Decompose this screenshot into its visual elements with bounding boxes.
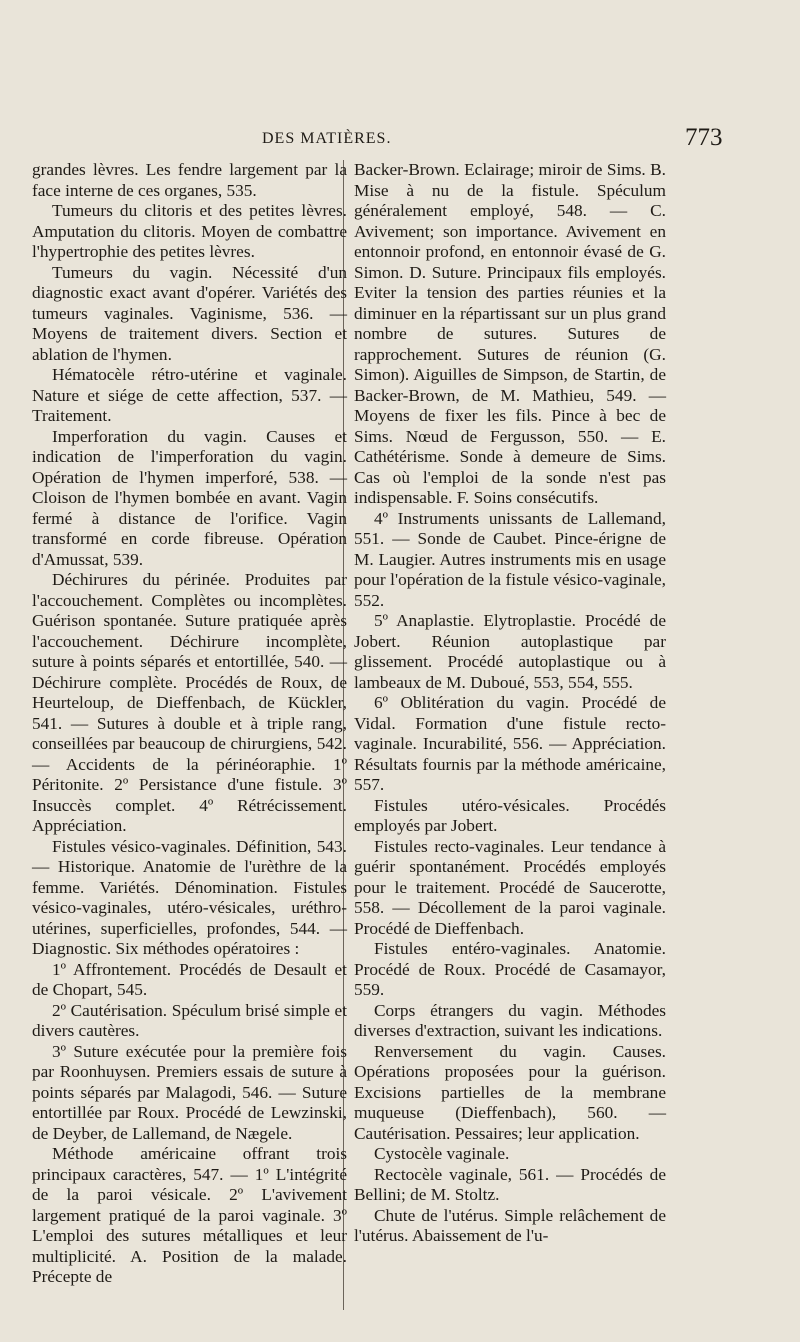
paragraph: Imperforation du vagin. Causes et indication de l'imperforation du vagin. Opération de l'hymen imperforé, 538. — Cloison de l'hymen bombée en avant. Vagin fermé à distance de l'orifice. Vagin transformé en corde fibreuse. Opération d'Amussat, 539.	[32, 426, 347, 569]
paragraph: Méthode américaine offrant trois principaux caractères, 547. — 1º L'intégrité de la paroi vésicale. 2º L'avivement largement pratiqué de la paroi vaginale. 3º L'emploi des sutures métalliques et leur multiplicité. A. Position de la malade. Précepte de	[32, 1144, 347, 1286]
paragraph: Tumeurs du clitoris et des petites lèvres. Amputation du clitoris. Moyen de combattre l'hypertrophie des petites lèvres.	[32, 201, 347, 261]
page-header	[0, 124, 800, 152]
paragraph: Tumeurs du vagin. Nécessité d'un diagnostic exact avant d'opérer. Variétés des tumeurs vaginales. Vaginisme, 536. — Moyens de traitement divers. Section et ablation de l'hymen.	[32, 262, 347, 364]
paragraph: 2º Cautérisation. Spéculum brisé simple et divers cautères.	[32, 1000, 347, 1040]
paragraph: Cystocèle vaginale.	[374, 1144, 510, 1163]
paragraph: Backer-Brown. Eclairage; miroir de Sims. B. Mise à nu de la fistule. Spéculum généralement employé, 548. — C. Avivement; son importance. Avivement en entonnoir profond, en entonnoir évasé de G. Simon. D. Suture. Principaux fils employés. Eviter la tension des parties réunies et la diminuer en la répartissant sur un plus grand nombre de sutures. Sutures de rapprochement. Sutures de réunion (G. Simon). Aiguilles de Simpson, de Startin, de Backer-Brown, de M. Mathieu, 549. — Moyens de fixer les fils. Pince à bec de Sims. Nœud de Fergusson, 550. — E. Cathétérisme. Sonde à demeure de Sims. Cas où l'emploi de la sonde n'est pas indispensable. F. Soins consécutifs.	[354, 160, 666, 507]
paragraph: 6º Oblitération du vagin. Procédé de Vidal. Formation d'une fistule recto-vaginale. Incurabilité, 556. — Appréciation. Résultats fournis par la méthode américaine, 557.	[354, 693, 666, 794]
paragraph: 5º Anaplastie. Elytroplastie. Procédé de Jobert. Réunion autoplastique par glissement. Procédé autoplastique ou à lambeaux de M. Duboué, 553, 554, 555.	[354, 611, 666, 692]
paragraph: Hématocèle rétro-utérine et vaginale. Nature et siége de cette affection, 537. — Traitement.	[32, 365, 347, 425]
paragraph: Fistules recto-vaginales. Leur tendance à guérir spontanément. Procédés employés pour le traitement. Procédé de Saucerotte, 558. — Décollement de la paroi vaginale. Procédé de Dieffenbach.	[354, 836, 666, 938]
paragraph: 3º Suture exécutée pour la première fois par Roonhuysen. Premiers essais de suture à points séparés par Malagodi, 546. — Suture entortillée par Roux. Procédé de Lewzinski, de Deyber, de Lallemand, de Nægele.	[32, 1041, 347, 1143]
right-column	[354, 160, 666, 1247]
paragraph: 4º Instruments unissants de Lallemand, 551. — Sonde de Caubet. Pince-érigne de M. Laugier. Autres instruments mis en usage pour l'opération de la fistule vésico-vaginale, 552.	[354, 508, 666, 610]
left-column	[32, 160, 347, 1288]
paragraph: Renversement du vagin. Causes. Opérations proposées pour la guérison. Excisions partielles de la membrane muqueuse (Dieffenbach), 560. — Cautérisation. Pessaires; leur application.	[354, 1041, 666, 1143]
paragraph: Rectocèle vaginale, 561. — Procédés de Bellini; de M. Stoltz.	[354, 1164, 666, 1204]
paragraph: Déchirures du périnée. Produites par l'accouchement. Complètes ou incomplètes. Guérison spontanée. Suture pratiquée après l'accouchement. Déchirure incomplète, suture à points séparés et entortillée, 540. — Déchirure complète. Procédés de Roux, de Heurteloup, de Dieffenbach, de Kückler, 541. — Sutures à double et à triple rang, conseillées par beaucoup de chirurgiens, 542. — Accidents de la périnéoraphie. 1º Péritonite. 2º Persistance d'une fistule. 3º Insuccès complet. 4º Rétrécissement. Appréciation.	[32, 570, 347, 835]
running-title: DES MATIÈRES.	[262, 130, 392, 147]
paragraph: 1º Affrontement. Procédés de Desault et de Chopart, 545.	[32, 959, 347, 999]
page-number: 773	[685, 124, 723, 151]
paragraph: Corps étrangers du vagin. Méthodes diverses d'extraction, suivant les indications.	[354, 1000, 666, 1040]
paragraph: Fistules entéro-vaginales. Anatomie. Procédé de Roux. Procédé de Casamayor, 559.	[354, 939, 666, 999]
paragraph: grandes lèvres. Les fendre largement par la face interne de ces organes, 535.	[32, 160, 347, 200]
paragraph: Fistules vésico-vaginales. Définition, 543. — Historique. Anatomie de l'urèthre de la femme. Variétés. Dénomination. Fistules vésico-vaginales, utéro-vésicales, uréthro-utérines, superficielles, profondes, 544. — Diagnostic. Six méthodes opératoires :	[32, 836, 347, 958]
paragraph: Fistules utéro-vésicales. Procédés employés par Jobert.	[354, 795, 666, 835]
paragraph: Chute de l'utérus. Simple relâchement de l'utérus. Abaissement de l'u-	[354, 1205, 666, 1245]
